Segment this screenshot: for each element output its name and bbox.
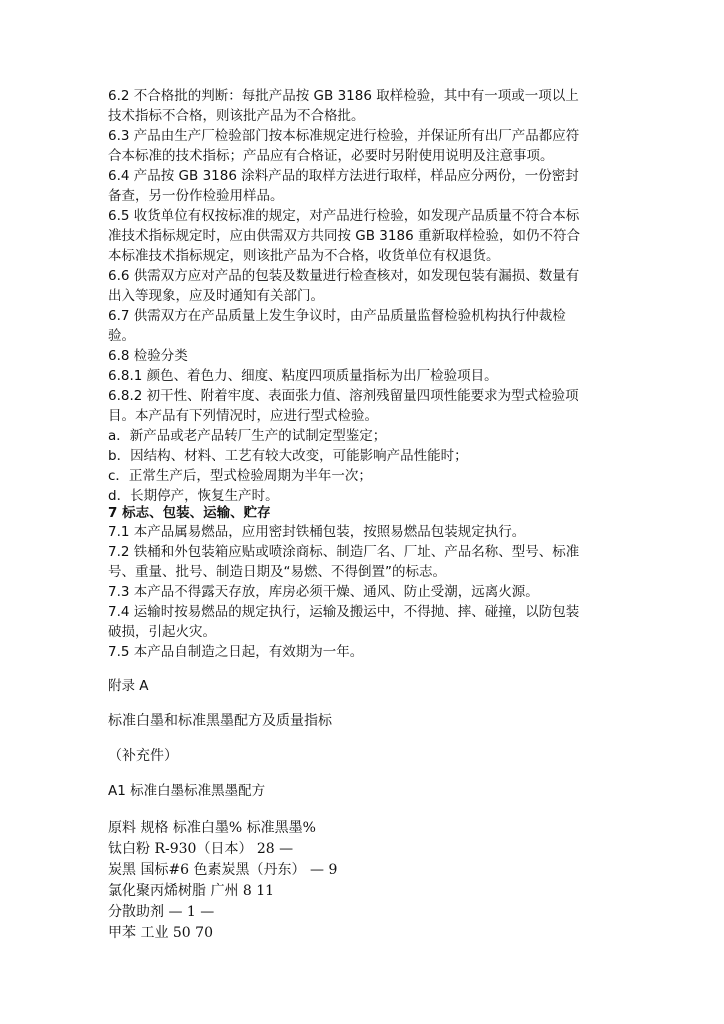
annex-title: 标准白墨和标准黑墨配方及质量指标 [108, 713, 332, 729]
formula-row-resin: 氯化聚丙烯树脂 广州 8 11 [108, 883, 275, 899]
section-7-heading: 7 标志、包装、运输、贮存 [108, 505, 271, 521]
clause-6-5 [108, 206, 628, 266]
formula-row-carbon-black: 炭黑 国标#6 色素炭黑（丹东） — 9 [108, 862, 338, 878]
clause-6-2 [108, 86, 628, 126]
clause-6-7-line-1: 6.7 供需双方在产品质量上发生争议时，由产品质量监督检验机构执行仲裁检 [108, 308, 566, 324]
clause-6-6-line-2: 出入等现象，应及时通知有关部门。 [108, 288, 324, 304]
clause-6-4-line-1: 6.4 产品按 GB 3186 涂料产品的取样方法进行取样，样品应分两份，一份密封 [108, 168, 579, 184]
formula-row-toluene: 甲苯 工业 50 70 [108, 925, 213, 941]
clause-6-3-line-2: 合本标准的技术指标；产品应有合格证，必要时另附使用说明及注意事项。 [108, 148, 554, 164]
clause-6-2-line-1: 6.2 不合格批的判断：每批产品按 GB 3186 取样检验，其中有一项或一项以上 [108, 88, 579, 104]
clause-6-8-heading: 6.8 检验分类 [108, 348, 188, 364]
clause-6-8-1: 6.8.1 颜色、着色力、细度、粘度四项质量指标为出厂检验项目。 [108, 368, 498, 384]
clause-6-7 [108, 306, 628, 346]
formula-table-header: 原料 规格 标准白墨% 标准黑墨% [108, 820, 316, 836]
clause-6-5-line-3: 本标准技术指标规定，则该批产品为不合格，收货单位有权退货。 [108, 248, 500, 264]
clause-6-8-2-line-2: 目。本产品有下列情况时，应进行型式检验。 [108, 408, 378, 424]
clause-6-3-line-1: 6.3 产品由生产厂检验部门按本标准规定进行检验，并保证所有出厂产品都应符 [108, 128, 580, 144]
clause-7-3: 7.3 本产品不得露天存放，库房必须干燥、通风、防止受潮，远离火源。 [108, 584, 539, 600]
annex-note: （补充件） [108, 748, 178, 764]
clause-7-4-line-2: 破损，引起火灾。 [108, 624, 216, 640]
section-7-body [108, 522, 628, 662]
clause-6-5-line-1: 6.5 收货单位有权按标准的规定，对产品进行检验，如发现产品质量不符合本标 [108, 208, 580, 224]
clause-6-6 [108, 266, 628, 306]
clause-6-4 [108, 166, 628, 206]
clause-7-2-line-1: 7.2 铁桶和外包装箱应贴或喷涂商标、制造厂名、厂址、产品名称、型号、标准 [108, 544, 580, 560]
list-item-a: a．新产品或老产品转厂生产的试制定型鉴定； [108, 428, 387, 444]
list-item-c: c．正常生产后，型式检验周期为半年一次； [108, 468, 372, 484]
clause-6-8 [108, 346, 628, 506]
clause-7-5: 7.5 本产品自制造之日起，有效期为一年。 [108, 644, 364, 660]
annex-label: 附录 A [108, 678, 149, 694]
clause-6-3 [108, 126, 628, 166]
clause-6-8-2-line-1: 6.8.2 初干性、附着牢度、表面张力值、溶剂残留量四项性能要求为型式检验项 [108, 388, 579, 404]
clause-7-2-line-2: 号、重量、批号、制造日期及“易燃、不得倒置”的标志。 [108, 564, 446, 580]
clause-6-6-line-1: 6.6 供需双方应对产品的包装及数量进行检查核对，如发现包装有漏损、数量有 [108, 268, 580, 284]
formula-row-dispersant: 分散助剂 — 1 — [108, 904, 215, 920]
clause-7-4-line-1: 7.4 运输时按易燃品的规定执行，运输及搬运中，不得抛、摔、碰撞，以防包装 [108, 604, 580, 620]
formula-row-titanium: 钛白粉 R-930（日本） 28 — [108, 841, 294, 857]
clause-7-1: 7.1 本产品属易燃品，应用密封铁桶包装，按照易燃品包装规定执行。 [108, 524, 526, 540]
annex-a1-heading: A1 标准白墨标准黑墨配方 [108, 783, 266, 799]
list-item-b: b．因结构、材料、工艺有较大改变，可能影响产品性能时； [108, 448, 468, 464]
list-item-d: d．长期停产，恢复生产时。 [108, 488, 279, 504]
formula-table [108, 818, 337, 944]
clause-6-4-line-2: 备查，另一份作检验用样品。 [108, 188, 284, 204]
clause-6-7-line-2: 验。 [108, 328, 135, 344]
clause-6-2-line-2: 技术指标不合格，则该批产品为不合格批。 [108, 108, 365, 124]
clause-6-5-line-2: 准技术指标规定时，应由供需双方共同按 GB 3186 重新取样检验，如仍不符合 [108, 228, 580, 244]
